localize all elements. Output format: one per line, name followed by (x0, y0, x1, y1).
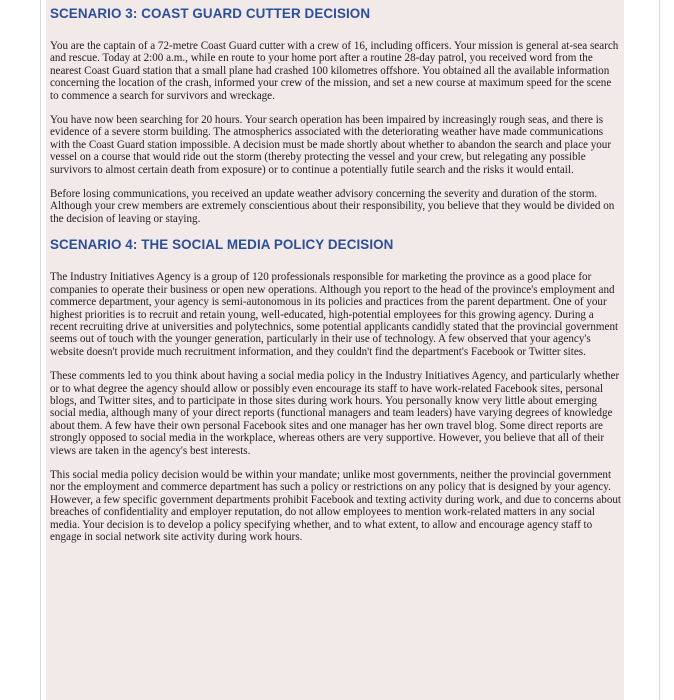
scenario-4-heading: SCENARIO 4: THE SOCIAL MEDIA POLICY DECISION (50, 237, 394, 253)
scenario-4-paragraph-3: This social media policy decision would be within your mandate; unlike most governments, neither the provincial government nor the employment and commerce department has such a policy or restrictions on any policy that is designed by your agency. However, a few specific government departments prohibit Facebook and texting activity during work, and due to concerns about breaches of confidentiality and employer reputation, do not allow employees to mention work-related matters in any social media. Your decision is to develop a policy specifying whether, and to what extent, to allow and encourage agency staff to engage in social network site activity during work hours. (50, 468, 622, 543)
scenario-3-paragraph-2: You have now been searching for 20 hours. Your search operation has been impaired by increasingly rough seas, and there is evidence of a severe storm building. The atmospherics associated with the deteriorating weather have made communications with the Coast Guard station impossible. A decision must be made shortly about whether to abandon the search and place your vessel on a course that would ride out the storm (thereby protecting the vessel and your crew, but relegating any possible survivors to almost certain death from exposure) or to continue a potentially futile search and the risks it would entail. (50, 114, 612, 176)
scenario-3-heading: SCENARIO 3: COAST GUARD CUTTER DECISION (50, 6, 371, 21)
highlighted-text-block (46, 0, 624, 700)
scenario-4-paragraph-1: The Industry Initiatives Agency is a group of 120 professionals responsible for marketing the province as a good place for companies to operate their business or open new operations. Although you report to the head of the province's employment and commerce department, your agency is semi-autonomous in its policies and practices from the parent department. One of your highest priorities is to recruit and retain young, well-educated, high-potential employees for this growing agency. During a recent recruiting drive at universities and polytechnics, some potential applicants candidly stated that the provincial government seems out of touch with the younger generation, particularly in their use of technology. A few observed that your agency's website doesn't provide much recruitment information, and they couldn't find the department's Facebook or Twitter sites. (50, 271, 619, 358)
scenario-3-paragraph-1: You are the captain of a 72-metre Coast Guard cutter with a crew of 16, including officers. Your mission is general at-sea search and rescue. Today at 2:00 a.m., while en route to your home port after a routine 28-day patrol, you received word from the nearest Coast Guard station that a small plane had crashed 100 kilometres offshore. You obtained all the available information concerning the location of the crash, informed your crew of the mission, and set a new course at maximum speed for the scene to commence a search for survivors and wreckage. (50, 40, 619, 102)
scenario-4-paragraph-2: These comments led to you think about having a social media policy in the Industry Initiatives Agency, and particularly whether or to what degree the agency should allow or possibly even encourage its staff to have work-related Facebook sites, personal blogs, and Twitter sites, and to participate in those sites during work hours. You personally know very little about emerging social media, although many of your direct reports (functional managers and team leaders) have varying degrees of knowledge about them. A few have their own personal Facebook sites and one manager has her own travel blog. Some direct reports are strongly opposed to social media in the workplace, whereas others are very supportive. However, you believe that all of their views are taken in the agency's best interests. (50, 370, 620, 457)
right-divider (659, 0, 660, 700)
left-divider (40, 0, 41, 700)
scenario-3-paragraph-3: Before losing communications, you received an update weather advisory concerning the severity and duration of the storm. Although your crew members are extremely conscientious about their responsibility, you believe that they would be divided on the decision of leaving or staying. (50, 188, 615, 225)
